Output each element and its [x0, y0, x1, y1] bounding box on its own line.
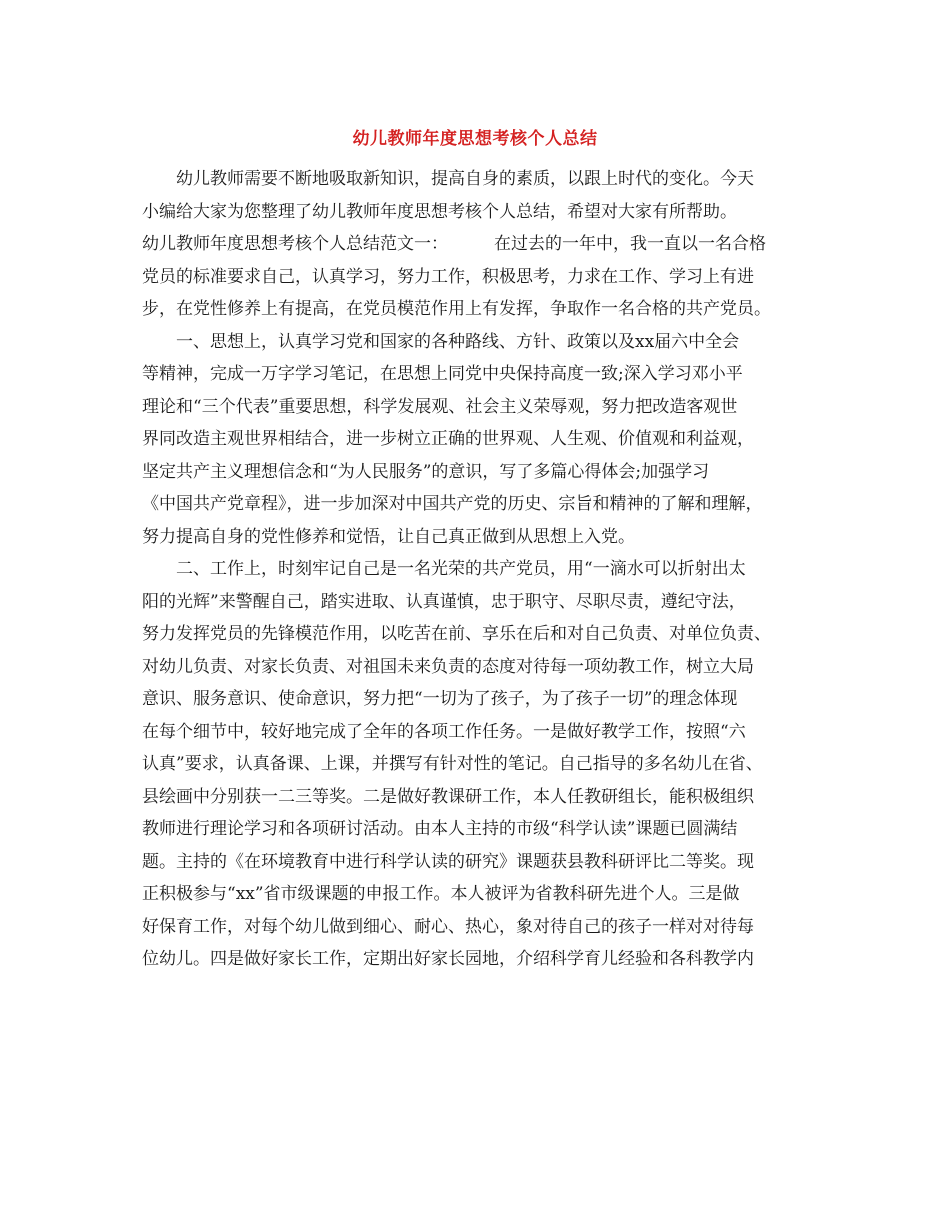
body-line	[142, 943, 822, 976]
body-line	[142, 813, 822, 846]
body-line	[142, 326, 822, 359]
body-line-text: 理论和“三个代表”重要思想，科学发展观、社会主义荣辱观，努力把改造客观世	[142, 396, 738, 417]
body-line	[142, 261, 822, 294]
body-line-text: 坚定共产主义理想信念和“为人民服务”的意识，写了多篇心得体会;加强学习	[142, 461, 710, 482]
body-line	[142, 748, 822, 781]
body-line-text: 教师进行理论学习和各项研讨活动。由本人主持的市级“科学认读”课题已圆满结	[142, 819, 738, 839]
body-line-text-continued: 在过去的一年中，我一直以一名合格	[494, 234, 766, 254]
body-line-text: 界同改造主观世界相结合，进一步树立正确的世界观、人生观、价值观和利益观，	[142, 429, 754, 449]
body-line	[142, 911, 822, 944]
body-line	[142, 586, 822, 619]
body-line-text: 在每个细节中，较好地完成了全年的各项工作任务。一是做好教学工作，按照“六	[142, 721, 746, 742]
body-line-text: 二、工作上，时刻牢记自己是一名光荣的共产党员，用“一滴水可以折射出太	[176, 559, 746, 579]
document-body	[142, 163, 822, 976]
body-line-text: 《中国共产党章程》，进一步加深对中国共产党的历史、宗旨和精神的了解和理解，	[142, 494, 763, 514]
body-line	[142, 781, 822, 814]
body-line	[142, 391, 822, 424]
body-line-text: 县绘画中分别获一二三等奖。二是做好教课研工作，本人任教研组长，能积极组织	[142, 786, 754, 807]
body-line	[142, 846, 822, 879]
document-title: 幼儿教师年度思想考核个人总结	[352, 129, 598, 149]
body-line	[142, 423, 822, 456]
body-line-text: 好保育工作，对每个幼儿做到细心、耐心、热心，象对待自己的孩子一样对对待每	[142, 916, 754, 937]
body-line-text: 幼儿教师需要不断地吸取新知识，提高自身的素质，以跟上时代的变化。今天	[176, 169, 754, 189]
body-line	[142, 618, 822, 651]
body-line-text: 对幼儿负责、对家长负责、对祖国未来负责的态度对待每一项幼教工作，树立大局	[142, 656, 754, 677]
body-line-text: 一、思想上，认真学习党和国家的各种路线、方针、政策以及xx届六中全会	[176, 331, 740, 352]
body-line	[142, 456, 822, 489]
body-line-text: 党员的标准要求自己，认真学习，努力工作，积极思考，力求在工作、学习上有进	[142, 266, 754, 287]
body-line	[142, 651, 822, 684]
body-line-text: 正积极参与“xx”省市级课题的申报工作。本人被评为省教科研先进个人。三是做	[142, 884, 740, 904]
body-line-text: 意识、服务意识、使命意识，努力把“一切为了孩子，为了孩子一切”的理念体现	[142, 689, 738, 709]
body-line	[142, 878, 822, 911]
body-line-text: 幼儿教师年度思想考核个人总结范文一：	[142, 234, 448, 254]
body-line	[142, 163, 822, 196]
body-line-text: 小编给大家为您整理了幼儿教师年度思想考核个人总结，希望对大家有所帮助。	[142, 201, 737, 222]
body-line	[142, 521, 822, 554]
body-line-text: 努力提高自身的党性修养和觉悟，让自己真正做到从思想上入党。	[142, 526, 635, 547]
body-line	[142, 293, 822, 326]
body-line-text: 认真”要求，认真备课、上课，并撰写有针对性的笔记。自己指导的多名幼儿在省、	[142, 754, 763, 774]
body-line-text: 努力发挥党员的先锋模范作用，以吃苦在前、享乐在后和对自己负责、对单位负责、	[142, 624, 771, 644]
body-line	[142, 196, 822, 229]
body-line	[142, 228, 822, 261]
body-line-text: 阳的光辉”来警醒自己，踏实进取、认真谨慎，忠于职守、尽职尽责，遵纪守法，	[142, 591, 746, 612]
body-line-text: 位幼儿。四是做好家长工作，定期出好家长园地，介绍科学育儿经验和各科教学内	[142, 949, 754, 969]
body-line	[142, 553, 822, 586]
body-line	[142, 358, 822, 391]
body-line	[142, 683, 822, 716]
body-line-text: 等精神，完成一万字学习笔记，在思想上同党中央保持高度一致;深入学习邓小平	[142, 364, 743, 384]
body-line-text: 题。主持的《在环境教育中进行科学认读的研究》课题获县教科研评比二等奖。现	[142, 851, 754, 872]
body-line	[142, 488, 822, 521]
body-line	[142, 716, 822, 749]
body-line-text: 步，在党性修养上有提高，在党员模范作用上有发挥，争取作一名合格的共产党员。	[142, 299, 771, 319]
